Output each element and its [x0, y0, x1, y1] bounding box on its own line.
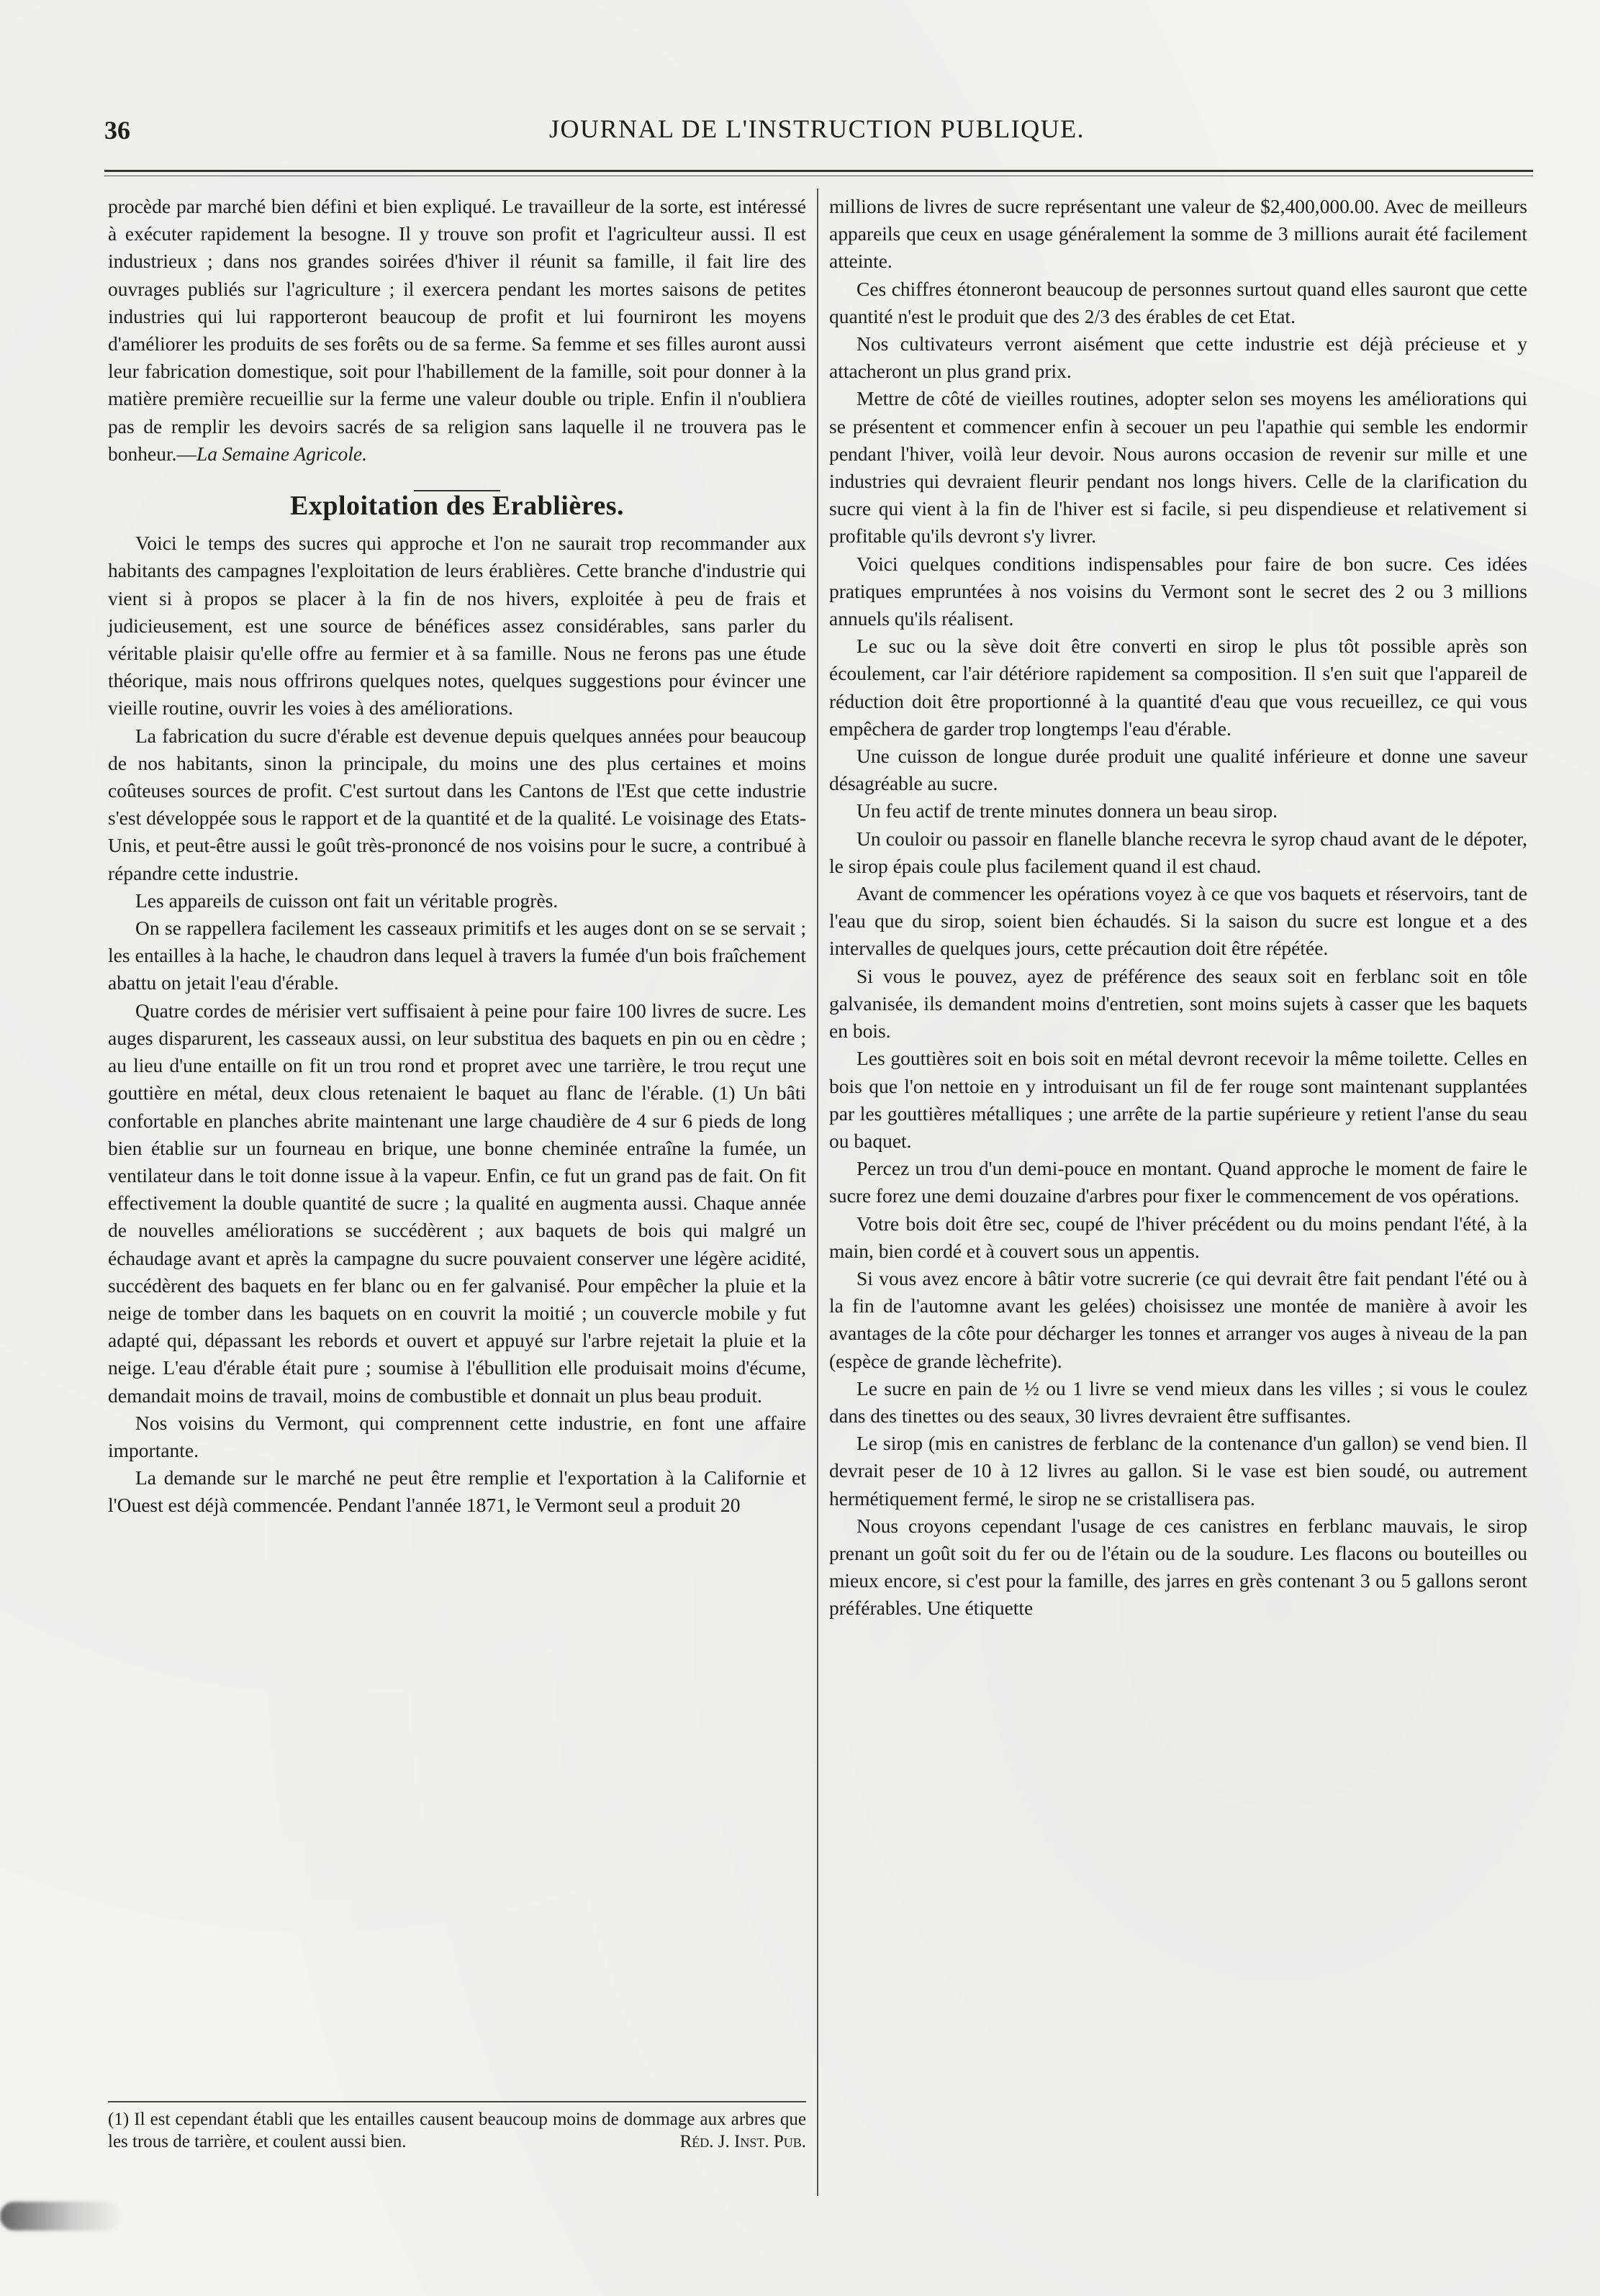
paragraph: Si vous avez encore à bâtir votre sucrerie (ce qui devrait être fait pendant l'été ou à la fin de l'automne avant les gelées) choisissez une montée de manière à avoir les avantages de la côte pour décharger les tonnes et arranger vos auges à niveau de la pan (espèce de grande lèchefrite). — [829, 1266, 1527, 1372]
paragraph: Voici quelques conditions indispensables pour faire de bon sucre. Ces idées pratiques empruntées à nos voisins du Vermont sont le secret des 2 ou 3 millions annuels qu'ils réalisent. — [829, 552, 1527, 630]
paragraph: Avant de commencer les opérations voyez à ce que vos baquets et réservoirs, tant de l'eau que du sirop, soient bien échaudés. Si la saison du sucre est longue et a des intervalles de quelques jours, cette précaution doit être répétée. — [829, 882, 1527, 960]
journal-title: JOURNAL DE L'INSTRUCTION PUBLIQUE. — [548, 114, 1085, 143]
paragraph: On se rappellera facilement les casseaux primitifs et les auges dont on se se servait ; les entailles à la hache, le chaudron dans lequel à travers la fumée d'un bois fraîchement abattu on jetait l'eau d'érable. — [108, 917, 806, 994]
paragraph: Ces chiffres étonneront beaucoup de personnes surtout quand elles sauront que cette quantité n'est le produit que des 2/3 des érables de cet Etat. — [829, 277, 1527, 327]
left-column — [108, 193, 806, 1520]
paragraph: La fabrication du sucre d'érable est devenue depuis quelques années pour beaucoup de nos habitants, sinon la principale, du moins une des plus certaines et moins coûteuses sources de profit. C'est surtout dans les Cantons de l'Est que cette industrie s'est développée sous le rapport et de la quantité et de la qualité. Le voisinage des Etats-Unis, et peut-être aussi le goût très-prononcé de nos voisins pour le sucre, a contribué à répandre cette industrie. — [108, 724, 806, 884]
paragraph: Un couloir ou passoir en flanelle blanche recevra le syrop chaud avant de le dépoter, le sirop épais coule plus facilement quand il est chaud. — [829, 827, 1527, 877]
paragraph: Les appareils de cuisson ont fait un véritable progrès. — [135, 889, 559, 912]
paragraph: Un feu actif de trente minutes donnera un beau sirop. — [857, 799, 1278, 822]
paragraph: La demande sur le marché ne peut être remplie et l'exportation à la Californie et l'Ouest est déjà commencée. Pendant l'année 1871, le Vermont seul a produit 20 — [108, 1466, 806, 1517]
section-title-rule — [414, 490, 500, 491]
paragraph: Voici le temps des sucres qui approche et l'on ne saurait trop recommander aux habitants des campagnes l'exploitation de leurs érablières. Cette branche d'industrie qui vient si à propos se placer à la fin de nos hivers, exploitée à peu de frais et judicieusement, est une source de bénéfices assez considérables, sans parler du véritable plaisir qu'elle offre au fermier et à sa famille. Nous ne ferons pas une étude théorique, mais nous offrirons quelques notes, quelques suggestions pour évincer une vieille routine, ouvrir les voies à des améliorations. — [108, 532, 806, 720]
paragraph: Nos voisins du Vermont, qui comprennent cette industrie, en font une affaire importante. — [108, 1411, 806, 1461]
paragraph: Nous croyons cependant l'usage de ces canistres en ferblanc mauvais, le sirop prenant un goût soit du fer ou de l'étain ou de la soudure. Les flacons ou bouteilles ou mieux encore, si c'est pour la famille, des jarres en grès contenant 3 ou 5 gallons seront préférables. Une étiquette — [829, 1514, 1527, 1620]
paragraph: Si vous le pouvez, ayez de préférence des seaux soit en ferblanc soit en tôle galvanisée, ils demandent moins d'entretien, sont moins sujets à casser que les baquets en bois. — [829, 964, 1527, 1043]
paragraph: Mettre de côté de vieilles routines, adopter selon ses moyens les améliorations qui se présentent et commencer enfin à secouer un peu l'apathie qui semble les endormir pendant l'hiver, voilà leur devoir. Nous aurons occasion de revenir sur mille et une industries qui devraient fleurir pendant nos longs hivers. Celle de la clarification du sucre qui vient à la fin de l'hiver est si facile, si peu dispendieuse et relativement si profitable qu'ils devront s'y livrer. — [829, 387, 1527, 548]
paragraph: Quatre cordes de mérisier vert suffisaient à peine pour faire 100 livres de sucre. Les auges disparurent, les casseaux aussi, on leur substitua des baquets en pin ou en cèdre ; au lieu d'une entaille on fit un trou rond et propret avec une tarrière, le trou reçut une gouttière en métal, deux clous retenaient le baquet au flanc de l'érable. (1) Un bâti confortable en planches abrite maintenant une large chaudière de 4 sur 6 pieds de long bien établie sur un fourneau en brique, une bonne cheminée entraîne la fumée, un ventilateur dans le toit donne issue à la vapeur. Enfin, ce fut un grand pas de fait. On fit effectivement la double quantité de sucre ; la qualité en augmenta aussi. Chaque année de nouvelles améliorations se succédèrent ; aux baquets de bois qui malgré un échaudage avant et après la campagne du sucre pouvaient conserver une légère acidité, succédèrent des baquets en fer blanc ou en fer galvanisé. Pour empêcher la pluie et la neige de tomber dans les baquets on en couvrit la moitié ; un couvercle mobile y fut adapté qui, dépassant les rebords et ouvert et appuyé sur l'arbre rejetait la pluie et la neige. L'eau d'érable était pure ; soumise à l'ébullition elle produisait moins d'écume, demandait moins de travail, moins de combustible et donnait un plus beau produit. — [108, 999, 806, 1407]
right-column — [829, 193, 1527, 1623]
paragraph: Les gouttières soit en bois soit en métal devront recevoir la même toilette. Celles en bois que l'on nettoie en y introduisant un fil de fer rouge sont maintenant supplantées par les gouttières métalliques ; une arrête de la partie supérieure y retient l'anse du seau ou baquet. — [829, 1047, 1527, 1152]
page-number: 36 — [104, 116, 130, 145]
paragraph — [108, 193, 806, 468]
paragraph: Percez un trou d'un demi-pouce en montant. Quand approche le moment de faire le sucre forez une demi douzaine d'arbres pour fixer le commencement de vos opérations. — [829, 1157, 1527, 1207]
header-rule — [104, 170, 1533, 172]
paragraph: Votre bois doit être sec, coupé de l'hiver précédent ou du moins pendant l'été, à la main, bien cordé et à couvert sous un appentis. — [829, 1212, 1527, 1262]
paragraph: Le sirop (mis en canistres de ferblanc de la contenance d'un gallon) se vend bien. Il devrait peser de 10 à 12 livres au gallon. Si le vase est bien soudé, ou autrement hermétiquement fermé, le sirop ne se cristallisera pas. — [829, 1432, 1527, 1510]
paragraph: millions de livres de sucre représentant une valeur de $2,400,000.00. Avec de meilleurs appareils que ceux en usage généralement la somme de 3 millions aurait été facilement atteinte. — [829, 195, 1527, 273]
paragraph: Nos cultivateurs verront aisément que cette industrie est déjà précieuse et y attacheront un plus grand prix. — [829, 332, 1527, 383]
paragraph: Une cuisson de longue durée produit une qualité inférieure et donne une saveur désagréable au sucre. — [829, 745, 1527, 795]
paragraph: Le sucre en pain de ½ ou 1 livre se vend mieux dans les villes ; si vous le coulez dans des tinettes ou des seaux, 30 livres devraient être suffisantes. — [829, 1376, 1527, 1427]
section-title: Exploitation des Erablières. — [289, 491, 625, 522]
footnote — [108, 2108, 806, 2153]
footnote-signature: Réd. J. Inst. Pub. — [679, 2132, 806, 2151]
paragraph-text: procède par marché bien défini et bien expliqué. Le travailleur de la sorte, est intéressé à exécuter rapidement la besogne. Il y trouve son profit et l'agriculteur aussi. Il est industrieux ; dans nos grandes soirées d'hiver il réunit sa famille, il fait lire des ouvrages publiés sur l'agriculture ; il exercera pendant les mortes saisons de petites industries qui lui rapporteront beaucoup de profit et lui fourniront les moyens d'améliorer les produits de ses forêts ou de sa ferme. Sa femme et ses filles auront aussi leur fabrication domestique, soit pour l'habillement de la famille, soit pour donner à la matière première recueillie sur la ferme une valeur double ou triple. Enfin il n'oubliera pas de remplir les devoirs sacrés de sa religion sans laquelle il ne trouvera pas le bonheur.— — [108, 195, 806, 465]
paragraph: Le suc ou la sève doit être converti en sirop le plus tôt possible après son écoulement, car l'air détériore rapidement sa composition. Il s'en suit que l'appareil de réduction doit être proportionné à la quantité d'eau que vous recueillez, ce qui vous empêchera de garder trop longtemps l'eau d'érable. — [829, 635, 1527, 740]
footnote-rule — [108, 2101, 806, 2102]
ink-smear — [0, 2202, 122, 2231]
source-citation: La Semaine Agricole. — [196, 442, 368, 465]
column-divider — [817, 189, 818, 2196]
page-header — [104, 108, 1529, 151]
footnote-text: (1) Il est cependant établi que les entailles causent beaucoup moins de dommage aux arbres que les trous de tarrière, et coulent aussi bien. — [108, 2110, 806, 2151]
